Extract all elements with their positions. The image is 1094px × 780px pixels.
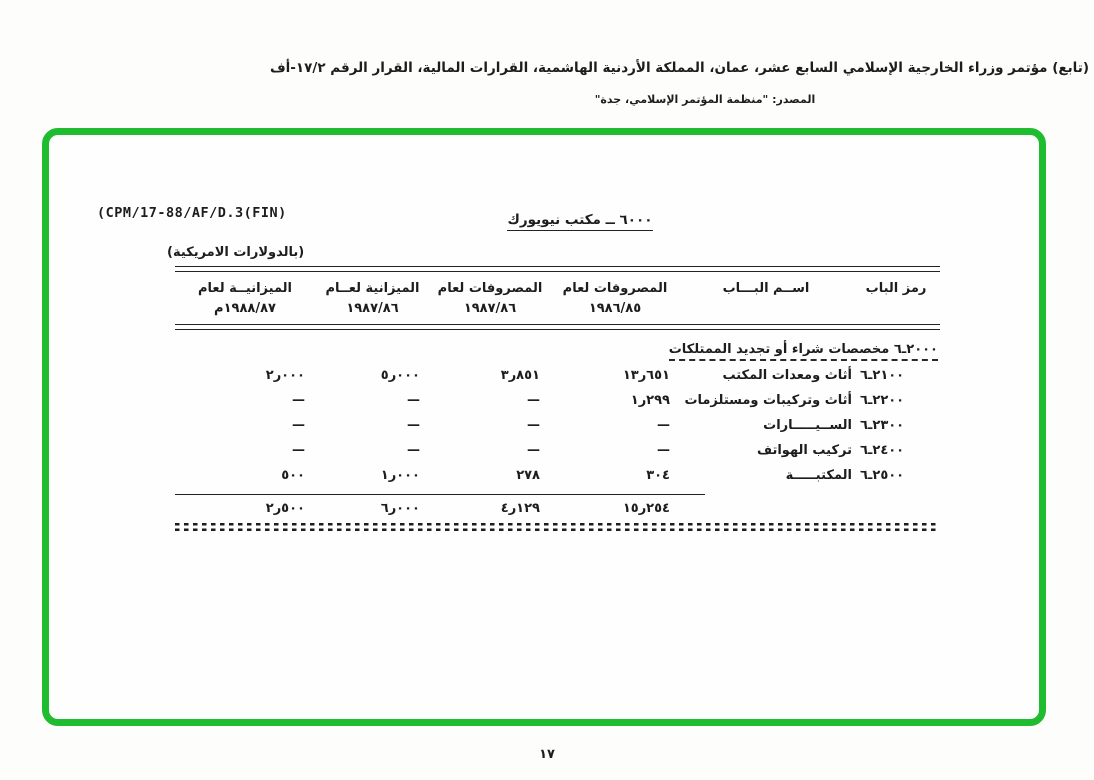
cell-item-code: ٦ـ٢١٠٠	[860, 368, 905, 384]
cell-item-name: تركيب الهواتف	[756, 443, 852, 459]
office-title-text: ٦٠٠٠ ــ مكتب نيويورك	[507, 212, 652, 231]
column-header-title: المصروفات لعام	[437, 281, 543, 296]
total-expense-8685: ١٥ر٢٥٤	[622, 501, 670, 517]
cell-budget-8786: ١ر٠٠٠	[380, 468, 420, 484]
column-header-title: المصروفات لعام	[562, 281, 668, 296]
cell-budget-8786: —	[407, 418, 420, 434]
section-code: ٦ـ٢٠٠٠	[893, 342, 938, 358]
table-header-row	[175, 272, 940, 324]
totals-row	[175, 495, 940, 518]
total-budget-8786: ٦ر٠٠٠	[380, 501, 420, 517]
cell-item-code: ٦ـ٢٥٠٠	[860, 468, 905, 484]
office-title	[460, 212, 700, 228]
totals-empty-name	[680, 501, 852, 516]
cell-expense-8685: —	[657, 443, 670, 459]
cell-expense-8685: —	[657, 418, 670, 434]
section-title: مخصصات شراء أو تجديد الممتلكات	[668, 342, 890, 358]
column-header	[430, 279, 550, 319]
cell-item-code: ٦ـ٢٣٠٠	[860, 418, 905, 434]
cell-budget-8786: ٥ر٠٠٠	[380, 368, 420, 384]
budget-table	[175, 266, 940, 531]
table-bottom-double-dashed-rule	[175, 523, 940, 531]
column-header-year: ١٩٨٨/٨٧م	[214, 301, 276, 317]
source-line: المصدر: "منظمة المؤتمر الإسلامي، جدة"	[594, 93, 816, 106]
column-header-year: ١٩٨٦/٨٥	[588, 301, 642, 317]
header-bottom-rule	[175, 324, 940, 330]
cell-expense-8685: ١٣ر٦٥١	[622, 368, 670, 384]
page-number: ١٧	[539, 747, 555, 762]
column-header-year: ١٩٨٧/٨٦	[346, 301, 399, 317]
table-row	[175, 438, 940, 463]
table-row	[175, 363, 940, 388]
cell-item-name: الســيـــــارات	[763, 418, 852, 434]
column-header-title: الميزانيــة لعام	[197, 281, 292, 296]
reference-code: (CPM/17-88/AF/D.3(FIN)	[97, 205, 287, 221]
table-row	[175, 388, 940, 413]
total-expense-8786: ٤ر١٢٩	[500, 501, 540, 517]
cell-budget-8887: ٢ر٠٠٠	[265, 368, 305, 384]
column-header-title: رمز الباب	[865, 281, 927, 296]
column-header	[550, 279, 680, 319]
cell-item-name: المكتبـــــة	[785, 468, 852, 484]
column-header	[175, 279, 315, 319]
cell-expense-8786: —	[527, 393, 540, 409]
cell-expense-8786: ٢٧٨	[516, 468, 540, 484]
total-budget-8887: ٢ر٥٠٠	[265, 501, 305, 517]
column-header-title: اســم البـــاب	[722, 281, 810, 296]
cell-item-code: ٦ـ٢٤٠٠	[860, 443, 905, 459]
cell-expense-8786: ٣ر٨٥١	[500, 368, 540, 384]
cell-budget-8887: ٥٠٠	[281, 468, 305, 484]
cell-budget-8786: —	[407, 443, 420, 459]
cell-expense-8685: ٣٠٤	[646, 468, 670, 484]
table-row	[175, 413, 940, 438]
cell-budget-8887: —	[292, 393, 305, 409]
totals-empty-code	[852, 501, 940, 516]
currency-note: (بالدولارات الامريكية)	[167, 245, 305, 260]
cell-item-name: أثاث ومعدات المكتب	[722, 368, 852, 384]
cell-expense-8786: —	[527, 443, 540, 459]
document-citation-header: (تابع) مؤتمر وزراء الخارجية الإسلامي السابع عشر، عمان، المملكة الأردنية الهاشمية، القرارات المالية، القرار الرقم ١٧/٢-أف	[269, 60, 1089, 76]
section-heading	[175, 342, 940, 357]
cell-expense-8685: ١ر٢٩٩	[630, 393, 670, 409]
cell-item-code: ٦ـ٢٢٠٠	[860, 393, 905, 409]
column-header	[680, 279, 852, 319]
column-header	[315, 279, 430, 319]
cell-budget-8887: —	[292, 418, 305, 434]
cell-budget-8887: —	[292, 443, 305, 459]
column-header-year: ١٩٨٧/٨٦	[463, 301, 517, 317]
column-header	[852, 279, 940, 319]
cell-expense-8786: —	[527, 418, 540, 434]
table-row	[175, 463, 940, 488]
cell-budget-8786: —	[407, 393, 420, 409]
table-body	[175, 363, 940, 488]
column-header-title: الميزانية لعــام	[325, 281, 420, 296]
cell-item-name: أثاث وتركيبات ومستلزمات	[684, 393, 852, 409]
